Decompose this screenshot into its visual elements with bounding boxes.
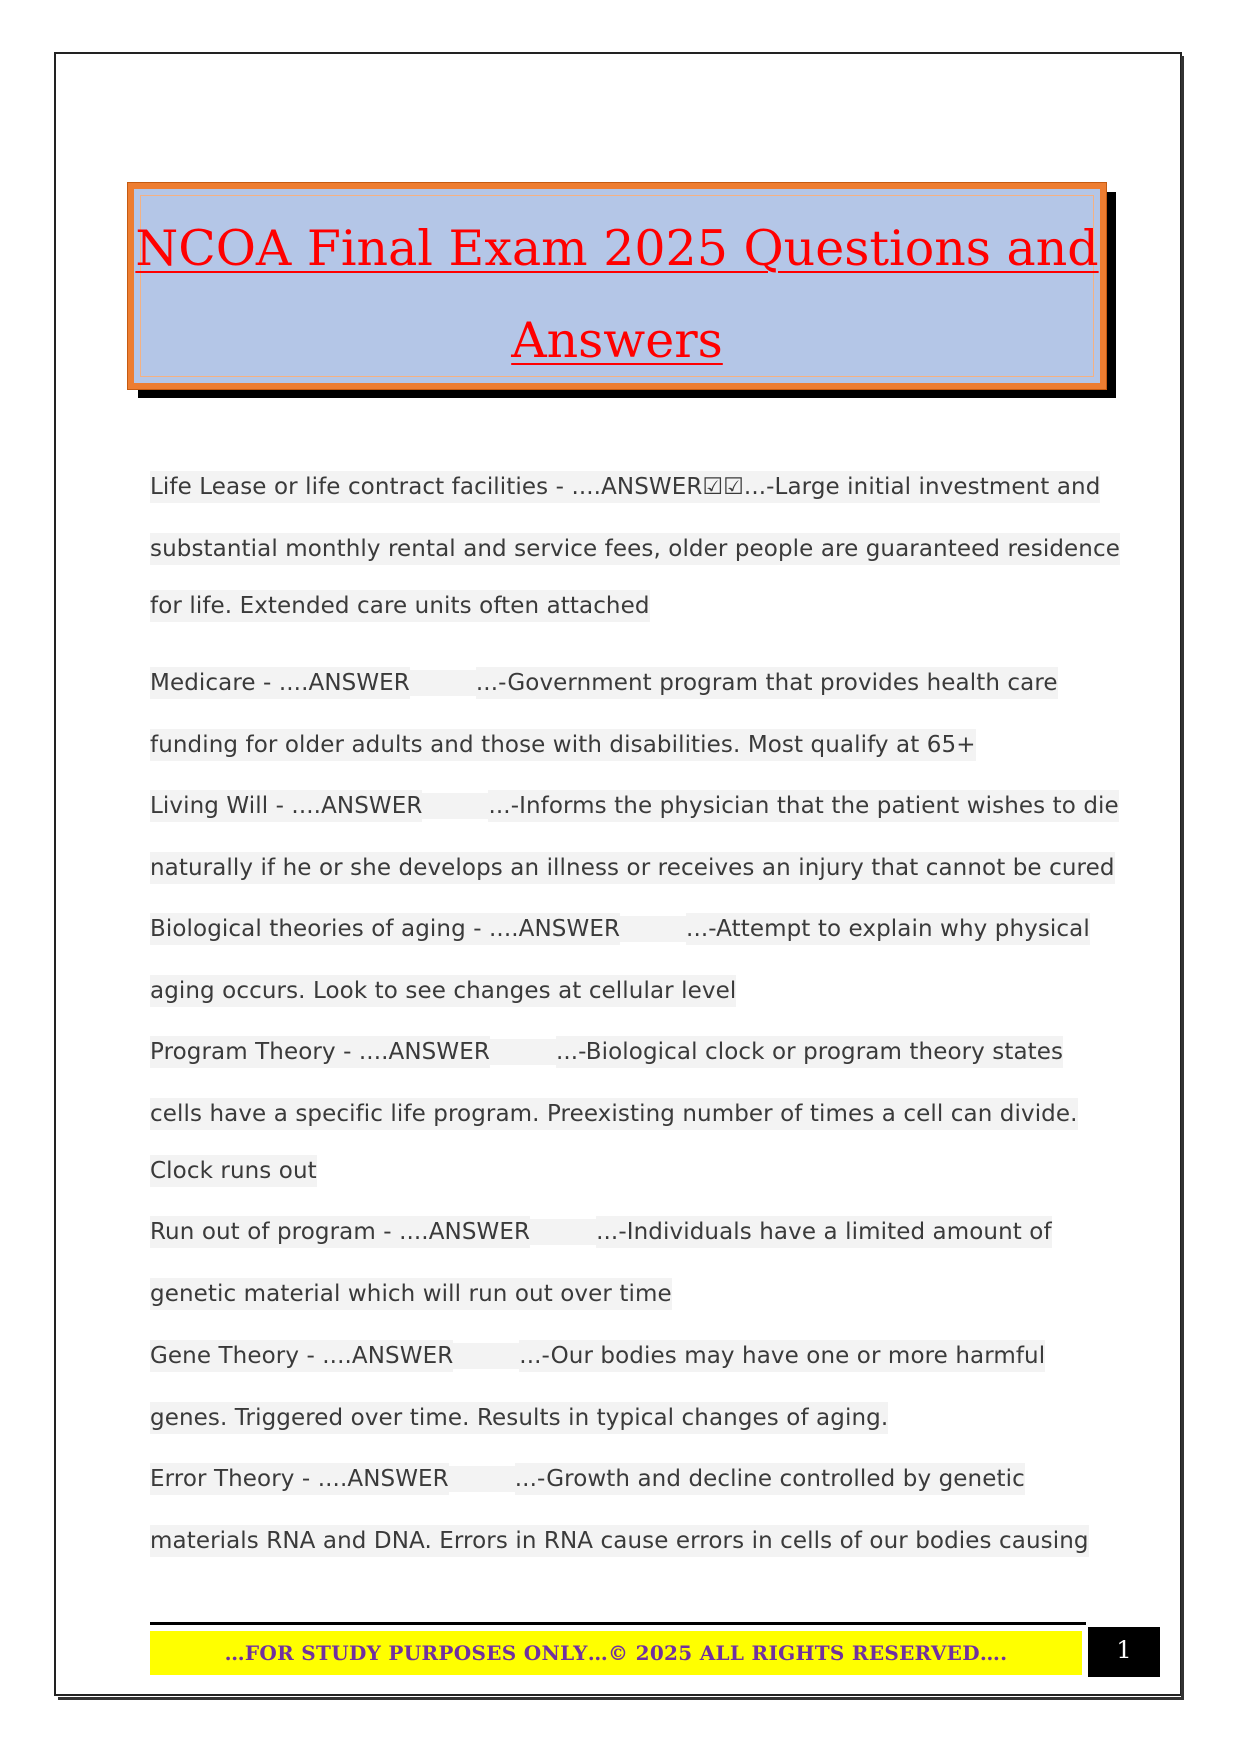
- qa-term-line: [150, 916, 1090, 942]
- qa-term-line: [150, 1343, 1045, 1369]
- qa-term: Biological theories of aging - ....ANSWER: [150, 913, 620, 945]
- qa-term-line: [150, 1219, 1052, 1245]
- qa-line: funding for older adults and those with disabilities. Most qualify at 65+: [150, 732, 976, 758]
- qa-answer: ...-Informs the physician that the patient wishes to die: [488, 790, 1118, 822]
- title-line-1: NCOA Final Exam 2025 Questions and: [135, 220, 1099, 277]
- qa-line: aging occurs. Look to see changes at cellular level: [150, 978, 736, 1004]
- qa-line: Life Lease or life contract facilities - ....ANSWER☑☑...-Large initial investment and: [150, 474, 1100, 500]
- qa-answer: ...-Government program that provides health care: [476, 667, 1058, 699]
- qa-term: Living Will - ....ANSWER: [150, 790, 422, 822]
- qa-term-line: [150, 670, 1058, 696]
- qa-line: naturally if he or she develops an illness or receives an injury that cannot be cured: [150, 855, 1115, 881]
- title-box: [128, 183, 1106, 389]
- qa-term-line: [150, 793, 1119, 819]
- qa-answer: ...-Individuals have a limited amount of: [596, 1216, 1052, 1248]
- title-line-2: Answers: [511, 312, 723, 369]
- footer-text: …FOR STUDY PURPOSES ONLY…© 2025 ALL RIGHTS RESERVED….: [224, 1641, 1008, 1665]
- qa-line: materials RNA and DNA. Errors in RNA cause errors in cells of our bodies causing: [150, 1528, 1089, 1554]
- qa-term: Program Theory - ....ANSWER: [150, 1036, 490, 1068]
- qa-term-line: [150, 1039, 1063, 1065]
- qa-answer: ...-Biological clock or program theory states: [556, 1036, 1063, 1068]
- footer-rule: [150, 1622, 1086, 1625]
- qa-line: genetic material which will run out over time: [150, 1281, 672, 1307]
- document-title: [134, 203, 1100, 387]
- qa-answer: ...-Growth and decline controlled by genetic: [515, 1463, 1025, 1495]
- qa-term: Gene Theory - ....ANSWER: [150, 1340, 453, 1372]
- qa-answer: ...-Attempt to explain why physical: [686, 913, 1090, 945]
- qa-line: Clock runs out: [150, 1158, 317, 1184]
- page-number: 1: [1088, 1627, 1160, 1677]
- qa-term: Run out of program - ....ANSWER: [150, 1216, 530, 1248]
- qa-answer: ...-Our bodies may have one or more harmful: [519, 1340, 1045, 1372]
- qa-line: genes. Triggered over time. Results in typical changes of aging.: [150, 1405, 888, 1431]
- qa-term-line: [150, 1466, 1025, 1492]
- qa-term: Medicare - ....ANSWER: [150, 667, 410, 699]
- qa-term: Error Theory - ....ANSWER: [150, 1463, 449, 1495]
- qa-line: substantial monthly rental and service fees, older people are guaranteed residence: [150, 536, 1120, 562]
- qa-line: cells have a specific life program. Preexisting number of times a cell can divide.: [150, 1101, 1078, 1127]
- qa-line: for life. Extended care units often attached: [150, 593, 650, 619]
